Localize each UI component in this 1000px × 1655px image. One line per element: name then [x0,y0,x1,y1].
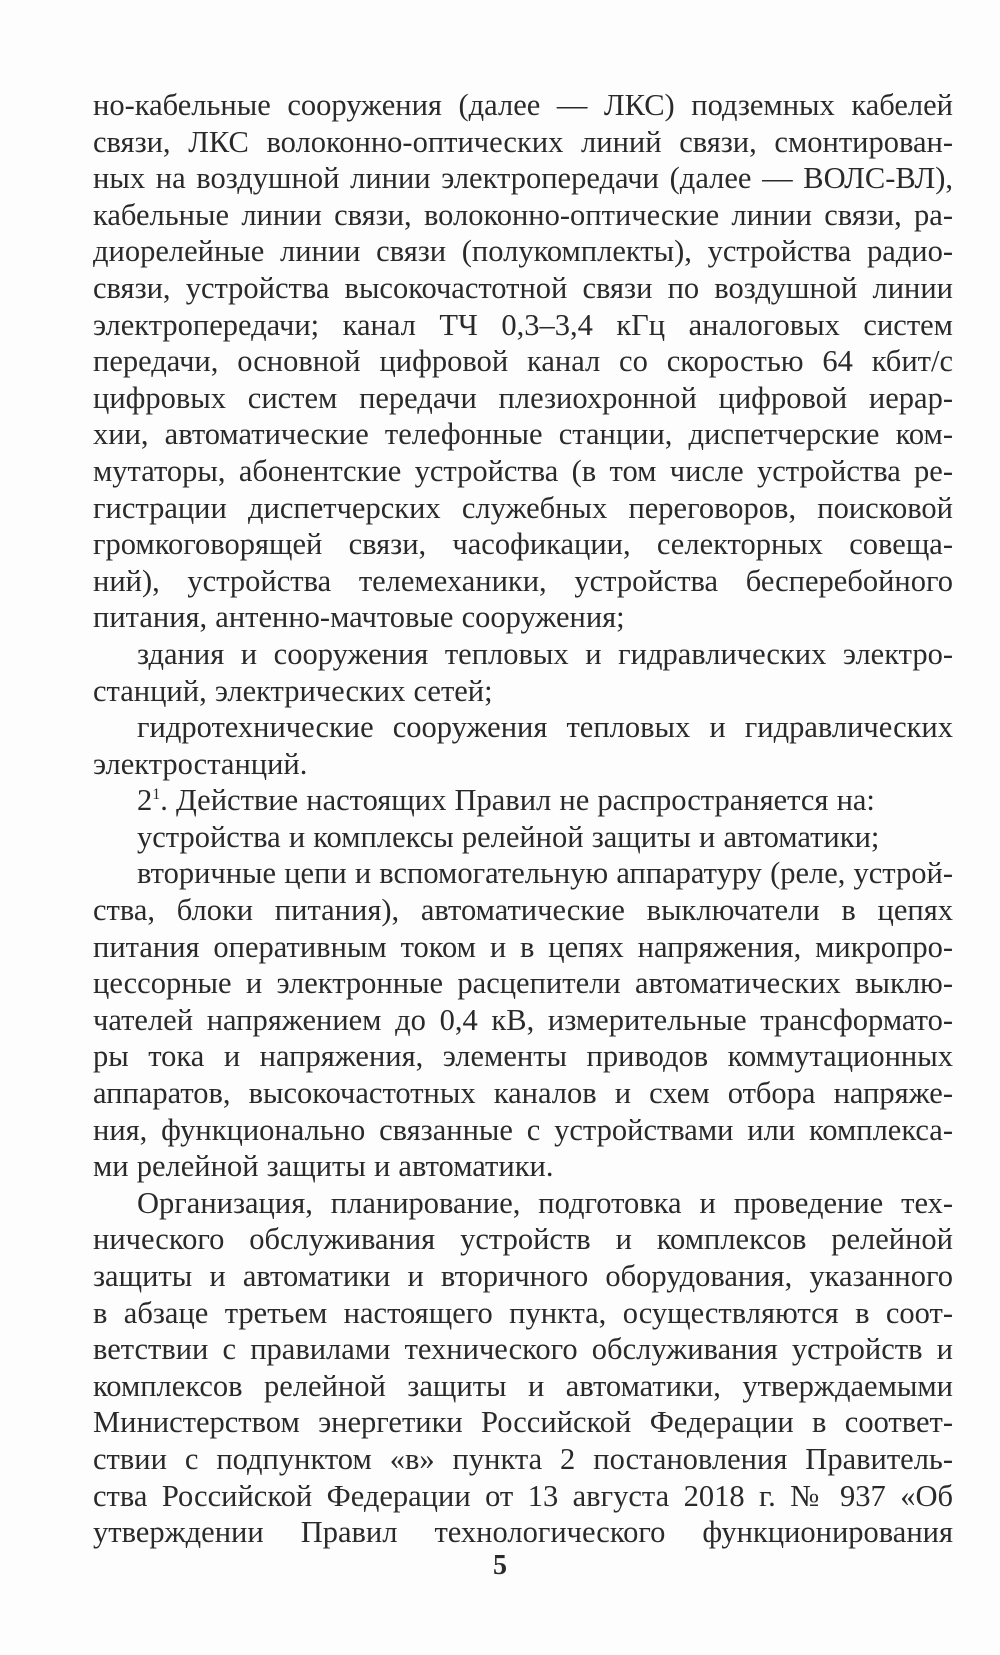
text-line: ний), устройства телемеханики, устройства бесперебойного [93,563,953,598]
text-line: ствии с подпунктом «в» пункта 2 постановления Правитель- [93,1441,953,1476]
text-line: связи, ЛКС волоконно-оптических линий связи, смонтирован- [93,124,953,159]
text-line: нического обслуживания устройств и комплексов релейной [93,1222,953,1257]
text-line: ства Российской Федерации от 13 августа 2018 г. № 937 «Об [93,1478,953,1513]
text-line: цифровых систем передачи плезиохронной цифровой иерар- [93,380,953,415]
clause-text: . Действие настоящих Правил не распространяется на: [160,783,875,818]
text-line: передачи, основной цифровой канал со скоростью 64 кбит/с [93,344,953,379]
text-line: цессорные и электронные расцепители автоматических выклю- [93,966,953,1001]
text-line: громкоговорящей связи, часофикации, селекторных совеща- [93,527,953,562]
text-line: ры тока и напряжения, элементы приводов коммутационных [93,1039,953,1074]
text-line: Министерством энергетики Российской Федерации в соответ- [93,1405,953,1440]
text-line: связи, устройства высокочастотной связи по воздушной линии [93,270,953,305]
text-line: гидротехнические сооружения тепловых и гидравлических [137,710,953,745]
clause-heading [93,782,953,819]
clause-number: 2 [137,783,153,818]
text-line: ми релейной защиты и автоматики. [93,1149,554,1184]
text-line: питания, антенно-мачтовые сооружения; [93,600,625,635]
text-line: устройства и комплексы релейной защиты и автоматики; [137,819,880,854]
page-number: 5 [493,1550,507,1581]
text-line: электростанций. [93,746,308,781]
text-line: хии, автоматические телефонные станции, диспетчерские ком- [93,417,953,452]
text-line: защиты и автоматики и вторичного оборудования, указанного [93,1259,953,1293]
text-line: комплексов релейной защиты и автоматики, утверждаемыми [93,1368,953,1403]
clause-superscript: 1 [152,786,161,804]
text-line: чателей напряжением до 0,4 кВ, измерительные трансформато- [93,1002,953,1037]
text-line: ния, функционально связанные с устройствами или комплекса- [93,1112,953,1147]
text-line: утверждении Правил технологического функционирования [93,1515,953,1550]
text-line: ства, блоки питания), автоматические выключатели в цепях [93,893,953,928]
text-line: гистрации диспетчерских служебных переговоров, поисковой [93,490,953,525]
text-line: в абзаце третьем настоящего пункта, осуществляются в соот- [93,1295,953,1330]
text-line: питания оперативным током и в цепях напряжения, микропро- [93,929,953,964]
text-line: Организация, планирование, подготовка и проведение тех- [137,1185,953,1220]
text-line: станций, электрических сетей; [93,673,493,708]
body-text [93,87,953,1551]
text-line: аппаратов, высокочастотных каналов и схем отбора напряже- [93,1076,953,1111]
text-line: электропередачи; канал ТЧ 0,3–3,4 кГц аналоговых систем [93,307,953,342]
text-line: диорелейные линии связи (полукомплекты), устройства радио- [93,234,953,269]
text-line: ных на воздушной линии электропередачи (далее — ВОЛС-ВЛ), [93,161,953,196]
text-line: но-кабельные сооружения (далее — ЛКС) подземных кабелей [93,88,953,122]
text-line: вторичные цепи и вспомогательную аппаратуру (реле, устрой- [137,856,953,891]
text-line: мутаторы, абонентские устройства (в том числе устройства ре- [93,453,953,488]
text-line: кабельные линии связи, волоконно-оптические линии связи, ра- [93,197,953,232]
text-line: здания и сооружения тепловых и гидравлических электро- [137,636,953,671]
text-line: ветствии с правилами технического обслуживания устройств и [93,1332,953,1367]
